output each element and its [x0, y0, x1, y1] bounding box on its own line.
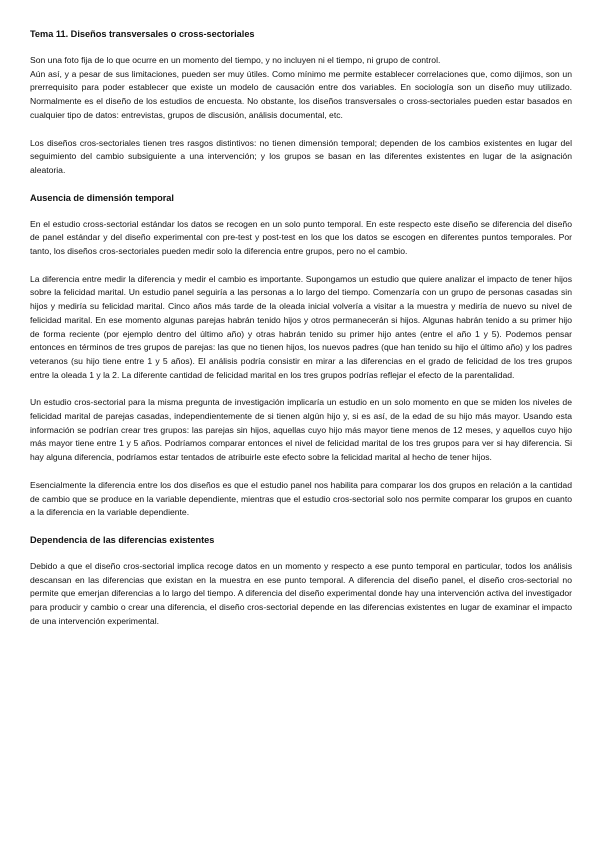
section-1-paragraph-4: Esencialmente la diferencia entre los dos diseños es que el estudio panel nos habilita para comparar los dos grupos en relación a la cantidad de cambio que se produce en la variable dependiente, mientras que el estudio cros-sectorial solo nos permite comparar los grupos en cuanto a la diferencia en la variable dependiente. — [30, 479, 572, 518]
section-heading-temporal-dimension: Ausencia de dimensión temporal — [30, 192, 174, 203]
document-page — [30, 28, 572, 643]
document-title: Tema 11. Diseños transversales o cross-sectoriales — [30, 29, 255, 39]
intro-paragraph-1: Son una foto fija de lo que ocurre en un momento del tiempo, y no incluyen ni el tiempo, ni grupo de control. Aún así, y a pesar de sus limitaciones, pueden ser muy útiles. Como mínimo me permite establecer correlaciones que, como dijimos, son un prerrequisito para poder establecer que existe un modelo de causación entre dos variables. En sociología son un diseño muy utilizado. Normalmente es el diseño de los estudios de encuesta. No obstante, los diseños transversales o cross-sectoriales pueden estar basados en cualquier tipo de datos: entrevistas, grupos de discusión, análisis documental, etc. — [30, 55, 572, 120]
intro-paragraph-2: Los diseños cros-sectoriales tienen tres rasgos distintivos: no tienen dimensión temporal; dependen de los cambios existentes en lugar del seguimiento del cambio subsiguiente a una intervención; y los grupos se basan en las diferentes existentes en lugar de la asignación aleatoria. — [30, 137, 572, 175]
section-2-paragraph-1: Debido a que el diseño cros-sectorial implica recoge datos en un momento y respecto a ese punto temporal en particular, todos los análisis descansan en las diferencias que existan en la muestra en ese punto temporal. A diferencia del diseño panel, el diseño cros-sectorial no permite que emerjan diferencias a lo largo del tiempo. A diferencia del diseño experimental donde hay una intervención activa del investigador para producir y cambio o crear una diferencia, el diseño cros-sectorial depende en las diferencias existentes en lugar de examinar el impacto de una intervención experimental. — [30, 560, 572, 626]
section-1-paragraph-1: En el estudio cross-sectorial estándar los datos se recogen en un solo punto temporal. En este respecto este diseño se diferencia del diseño de panel estándar y del diseño experimental con pre-test y post-test en los que los datos se escogen en diferentes puntos temporales. Por tanto, los diseños cros-sectoriales pueden medir solo la diferencia entre grupos, pero no el cambio. — [30, 218, 572, 257]
section-1-paragraph-3: Un estudio cros-sectorial para la misma pregunta de investigación implicaría un estudio en un solo momento en que se miden los niveles de felicidad marital de parejas casadas, independientemente de si tienen algún hijo y, si es así, de la edad de su hijo más mayor. Usando esta información se podrían crear tres grupos: las parejas sin hijos, aquellas cuyo hijo más mayor tiene menos de 12 meses, y aquellos cuyo hijo más mayor tiene entre 1 y 5 años. Podríamos comparar entonces el nivel de felicidad marital de los tres grupos para ver si hay diferencia. Si hay alguna diferencia, podríamos estar tentados de atribuirle este efecto sobre la felicidad marital al hecho de tener hijos. — [30, 397, 572, 463]
section-heading-existing-differences: Dependencia de las diferencias existentes — [30, 534, 215, 545]
section-1-paragraph-2: La diferencia entre medir la diferencia y medir el cambio es importante. Supongamos un estudio que quiere analizar el impacto de tener hijos sobre la felicidad marital. Un estudio panel seguiría a las personas a lo largo del tiempo. Comenzaría con un grupo de personas casadas sin hijos y mediría su felicidad marital. Cinco años más tarde de la oleada inicial volvería a visitar a la muestra y mediría de nuevo su nivel de felicidad marital. En ese momento algunas parejas habrán tenido hijos y otros permanecerán si hijos. Algunas habrán tenido a su primer hijo de forma reciente (por ejemplo dentro del último año) y otras habrán tenido su primer hijo antes (entre el año 1 y 5). Podemos pensar entonces en términos de tres grupos de parejas: las que no tienen hijos, los nuevos padres (que han tenido su hijo el último año) y los padres veteranos (su hijo tiene entre 1 y 5 años). El análisis podría consistir en mirar a las diferencias en el grado de felicidad de los tres grupos entre la oleada 1 y la 2. La diferente cantidad de felicidad marital en los tres grupos podrías reflejar el efecto de la parentalidad. — [30, 273, 572, 380]
